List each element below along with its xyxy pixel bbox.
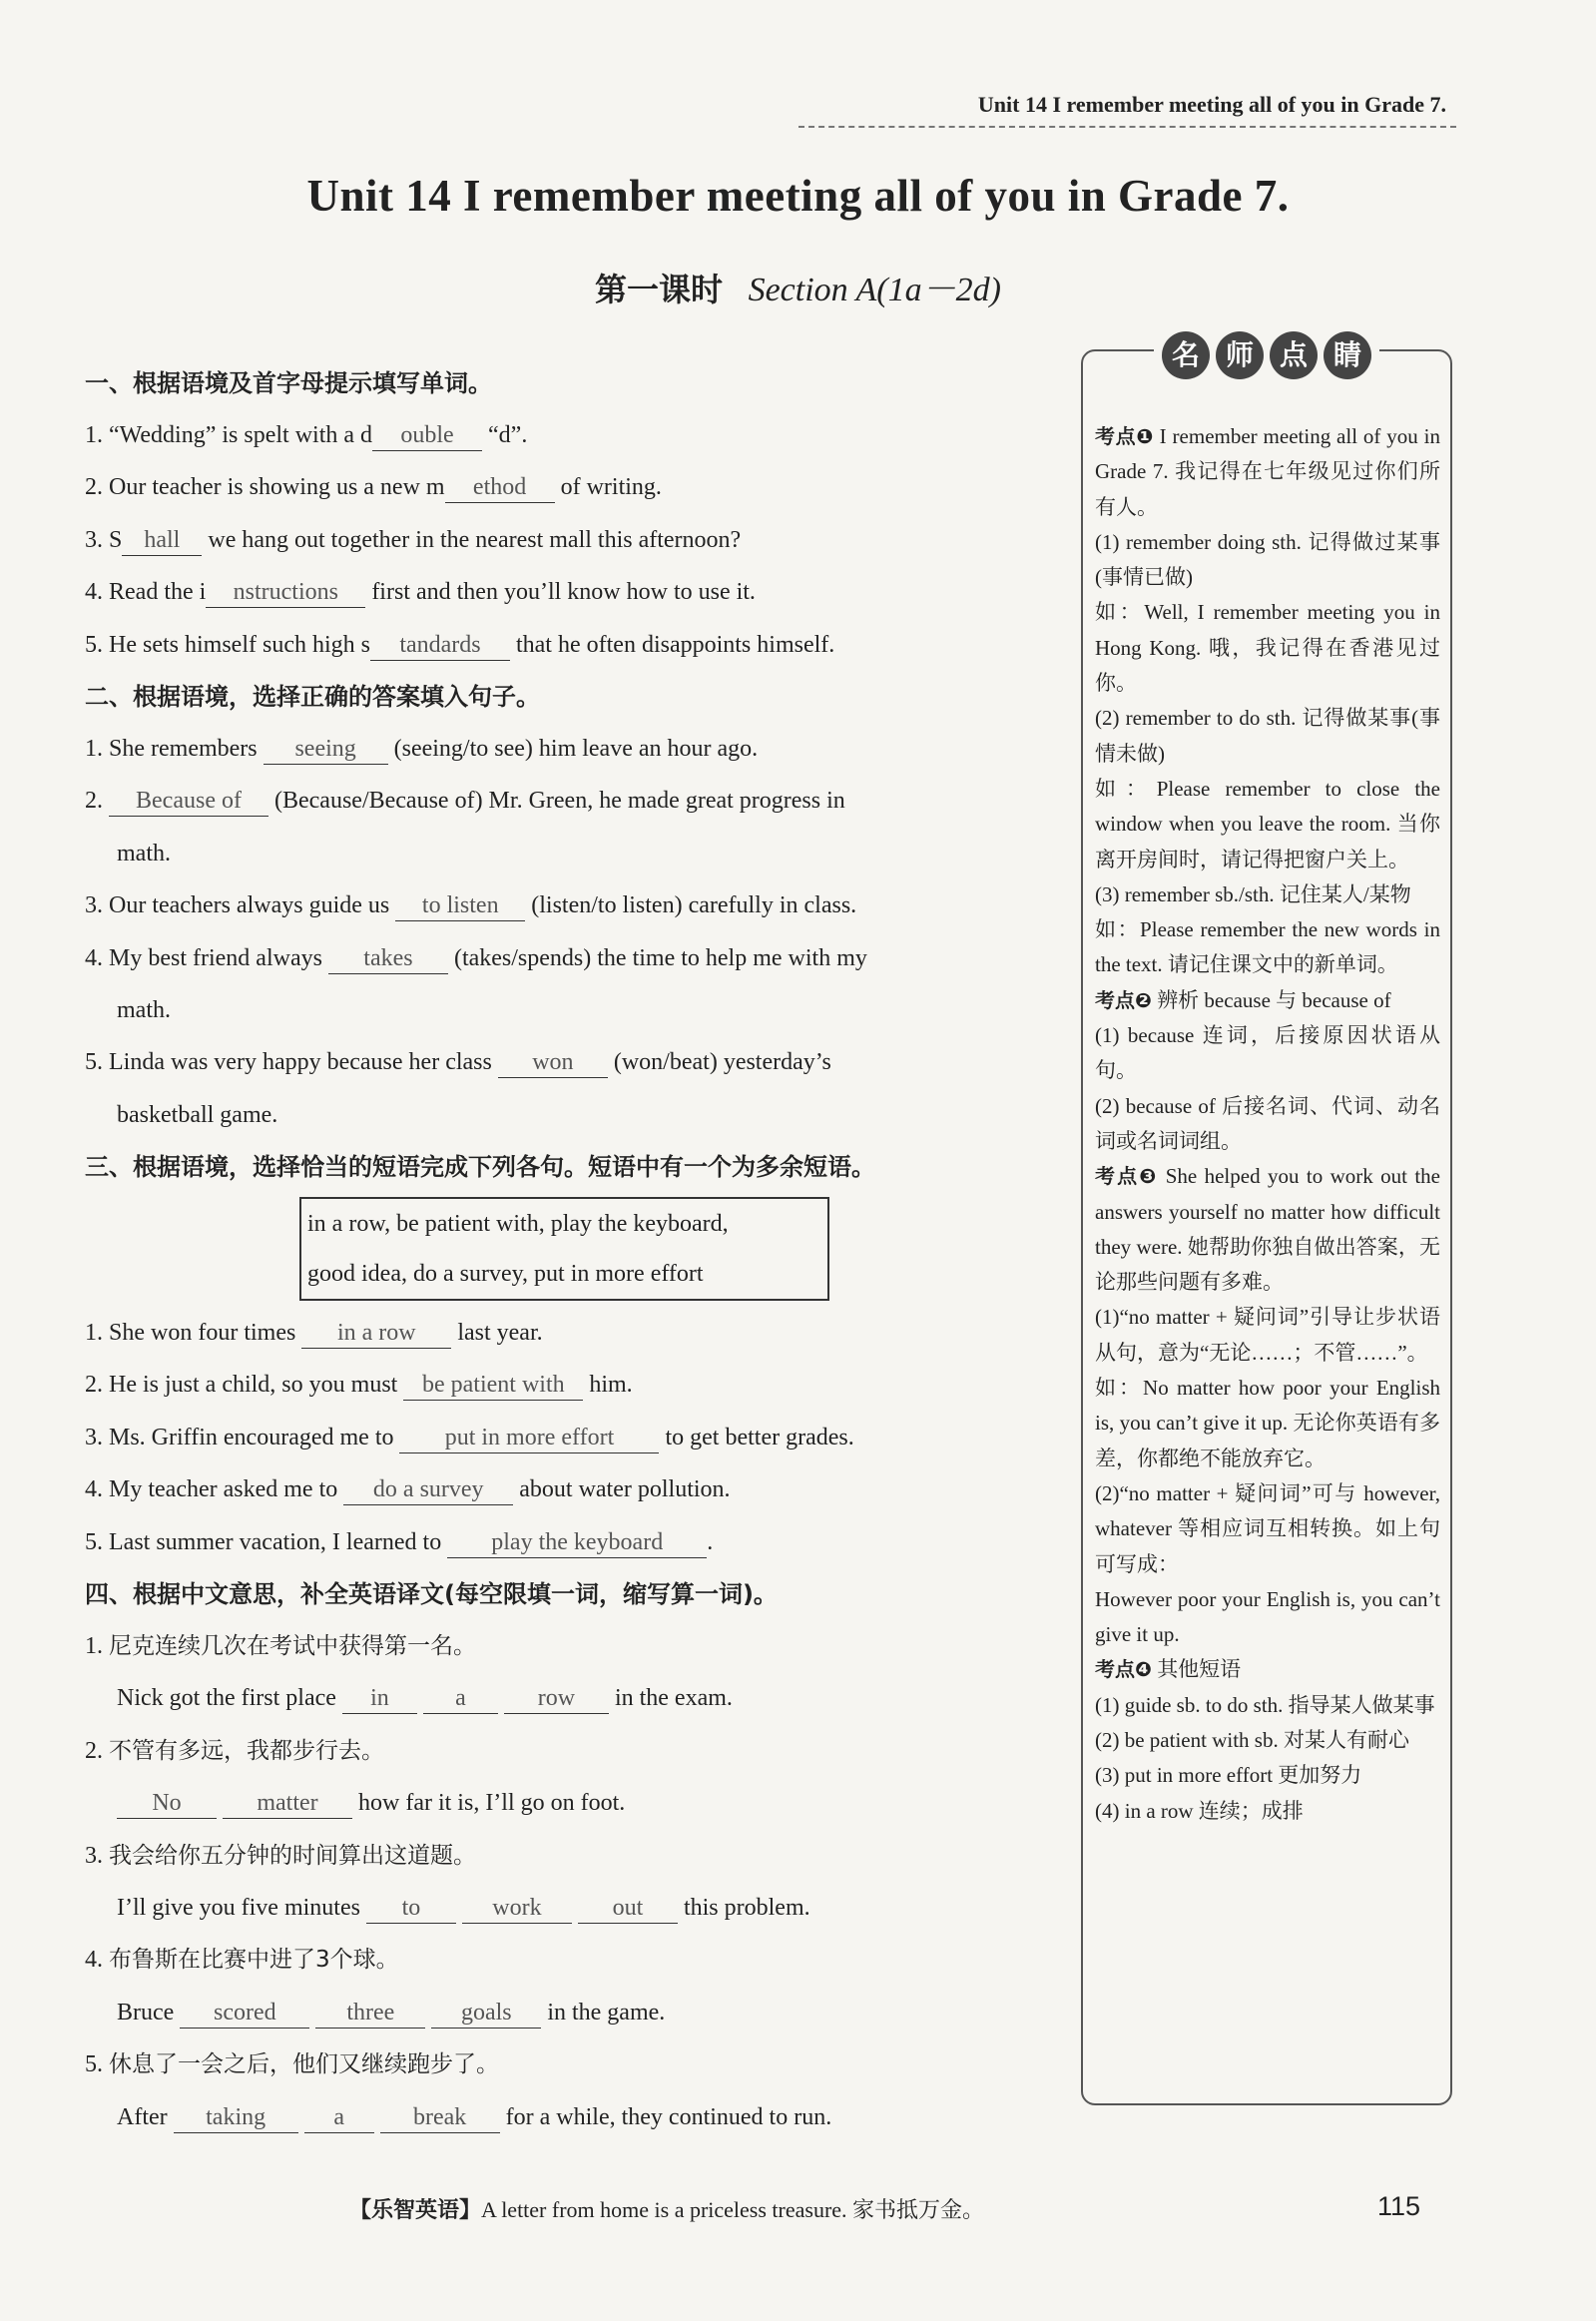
question-line bbox=[85, 1307, 1043, 1359]
question-text: I’ll give you five minutes bbox=[117, 1894, 366, 1921]
question-text: My best friend always bbox=[109, 944, 328, 971]
question-text: math. bbox=[117, 996, 171, 1023]
tip-paragraph bbox=[1095, 595, 1440, 701]
section-heading: 三、根据语境，选择恰当的短语完成下列各句。短语中有一个为多余短语。 bbox=[85, 1153, 875, 1182]
key-point-label: 考点❹ bbox=[1095, 1657, 1152, 1682]
question-line bbox=[85, 566, 1043, 618]
question-text: He is just a child, so you must bbox=[109, 1372, 404, 1399]
tip-text: (2) remember to do sth. 记得做某事(事情未做) bbox=[1095, 706, 1440, 766]
question-text: how far it is, I’ll go on foot. bbox=[352, 1790, 626, 1817]
question-text: 5. bbox=[85, 2051, 109, 2078]
tips-body bbox=[1095, 419, 1440, 1829]
question-text: 3. bbox=[85, 526, 109, 553]
question-text: (seeing/to see) him leave an hour ago. bbox=[387, 735, 759, 762]
question-line bbox=[85, 879, 1043, 931]
question-text: Ms. Griffin encouraged me to bbox=[109, 1424, 400, 1451]
answer-blank[interactable]: break bbox=[380, 2102, 500, 2133]
answer-blank[interactable]: work bbox=[462, 1893, 572, 1924]
lesson-label: 第一课时 bbox=[595, 271, 724, 308]
phrase-box bbox=[299, 1197, 829, 1301]
answer-blank[interactable]: be patient with bbox=[403, 1370, 583, 1401]
tip-text: (2)“no matter + 疑问词”可与 however, whatever 等相应词互相转换。如上句可写成： bbox=[1095, 1480, 1440, 1576]
question-text: 2. bbox=[85, 1737, 109, 1764]
question-text: 4. bbox=[85, 1476, 109, 1503]
question-text: 5. bbox=[85, 1528, 109, 1555]
answer-blank[interactable]: in a row bbox=[301, 1318, 451, 1349]
question-text: 2. bbox=[85, 788, 109, 815]
answer-blank[interactable]: out bbox=[578, 1893, 678, 1924]
question-text: 4. bbox=[85, 944, 109, 971]
question-text: him. bbox=[583, 1372, 633, 1399]
answer-blank[interactable]: Because of bbox=[109, 786, 268, 817]
question-text: He sets himself such high s bbox=[109, 631, 370, 658]
question-text: to get better grades. bbox=[659, 1424, 854, 1451]
question-text: 2. bbox=[85, 1372, 109, 1399]
answer-blank[interactable]: seeing bbox=[264, 734, 388, 765]
question-text: She remembers bbox=[109, 735, 264, 762]
question-text: about water pollution. bbox=[513, 1476, 731, 1503]
question-text: Linda was very happy because her class bbox=[109, 1049, 498, 1076]
tip-text: (3) remember sb./sth. 记住某人/某物 bbox=[1095, 881, 1411, 906]
question-text: we hang out together in the nearest mall this afternoon? bbox=[202, 526, 742, 553]
tip-text: (1) because 连词，后接原因状语从句。 bbox=[1095, 1023, 1440, 1083]
tip-paragraph bbox=[1095, 1300, 1440, 1371]
tip-text: 如：No matter how poor your English is, you can’t give it up. 无论你英语有多差，你都绝不能放弃它。 bbox=[1095, 1376, 1440, 1470]
question-text: 5. bbox=[85, 631, 109, 658]
tips-title-char: 睛 bbox=[1324, 331, 1371, 379]
question-line bbox=[85, 1516, 1043, 1568]
question-line bbox=[85, 409, 1043, 461]
question-text: 1. bbox=[85, 735, 109, 762]
key-point-label: 考点❸ bbox=[1095, 1164, 1159, 1189]
answer-blank[interactable]: No bbox=[117, 1788, 217, 1819]
question-text: in the game. bbox=[541, 1999, 666, 2026]
tip-paragraph bbox=[1095, 525, 1440, 596]
tip-text: 如：Well, I remember meeting you in Hong Kong. 哦，我记得在香港见过你。 bbox=[1095, 600, 1440, 696]
question-line bbox=[85, 1036, 1043, 1088]
key-point-label: 考点❶ bbox=[1095, 424, 1154, 448]
question-text: basketball game. bbox=[117, 1101, 278, 1128]
tip-paragraph bbox=[1095, 1758, 1440, 1793]
question-line bbox=[85, 461, 1043, 513]
question-text: of writing. bbox=[554, 474, 662, 501]
question-text: She won four times bbox=[109, 1320, 302, 1347]
key-point-label: 考点❷ bbox=[1095, 987, 1152, 1012]
tips-title-char: 名 bbox=[1162, 331, 1210, 379]
question-text: 5. bbox=[85, 1049, 109, 1076]
question-line bbox=[85, 775, 1043, 827]
section-heading: 一、根据语境及首字母提示填写单词。 bbox=[85, 369, 492, 397]
tip-text: 如：Please remember the new words in the text. 请记住课文中的新单词。 bbox=[1095, 917, 1440, 977]
tip-paragraph bbox=[1095, 877, 1440, 912]
tip-text: I remember meeting all of you in Grade 7. 我记得在七年级见过你们所有人。 bbox=[1095, 424, 1440, 519]
question-text: first and then you’ll know how to use it. bbox=[365, 579, 756, 606]
question-text: math. bbox=[117, 840, 171, 867]
question-text: 2. bbox=[85, 474, 109, 501]
question-text: Our teachers always guide us bbox=[109, 892, 396, 919]
answer-blank[interactable]: matter bbox=[223, 1788, 352, 1819]
question-text: 4. bbox=[85, 579, 109, 606]
question-text: 1. bbox=[85, 1633, 109, 1660]
tip-text: (2) because of 后接名词、代词、动名词或名词词组。 bbox=[1095, 1093, 1440, 1153]
question-text: 1. bbox=[85, 1320, 109, 1347]
question-line bbox=[85, 1777, 1043, 1829]
tip-text: However poor your English is, you can’t give it up. bbox=[1095, 1586, 1440, 1647]
answer-blank[interactable]: a bbox=[304, 2102, 374, 2133]
tip-text: (1) guide sb. to do sth. 指导某人做某事 bbox=[1095, 1692, 1435, 1717]
exercise-area bbox=[85, 357, 1043, 2143]
question-line bbox=[85, 1359, 1043, 1411]
question-text: 1. bbox=[85, 422, 109, 448]
tip-paragraph bbox=[1095, 1476, 1440, 1582]
tips-title bbox=[1154, 331, 1379, 379]
section-heading: 四、根据中文意思，补全英语译文(每空限填一词，缩写算一词)。 bbox=[85, 1580, 778, 1609]
page-number: 115 bbox=[1377, 2191, 1421, 2221]
answer-blank[interactable]: a bbox=[423, 1683, 498, 1714]
answer-blank[interactable]: won bbox=[498, 1047, 608, 1078]
section-label: Section A(1a－2d) bbox=[748, 272, 1001, 308]
question-text: 3. bbox=[85, 1424, 109, 1451]
question-line bbox=[85, 1089, 1043, 1141]
answer-blank[interactable]: row bbox=[504, 1683, 609, 1714]
question-text: (listen/to listen) carefully in class. bbox=[525, 892, 857, 919]
tip-text: (3) put in more effort 更加努力 bbox=[1095, 1763, 1362, 1788]
tip-paragraph bbox=[1095, 912, 1440, 983]
question-text: “Wedding” is spelt with a d bbox=[109, 422, 373, 448]
tip-text: 辨析 because 与 because of bbox=[1151, 987, 1391, 1012]
running-head: Unit 14 I remember meeting all of you in Grade 7. bbox=[977, 92, 1446, 117]
question-line bbox=[85, 723, 1043, 775]
tip-paragraph bbox=[1095, 1688, 1440, 1723]
question-text: Last summer vacation, I learned to bbox=[109, 1528, 448, 1555]
question-text: S bbox=[109, 526, 123, 553]
chinese-prompt: 不管有多远，我都步行去。 bbox=[109, 1737, 384, 1764]
answer-blank[interactable]: nstructions bbox=[206, 577, 365, 608]
question-text: 4. bbox=[85, 1947, 109, 1974]
tips-title-char: 师 bbox=[1216, 331, 1264, 379]
tip-paragraph bbox=[1095, 1582, 1440, 1653]
question-line bbox=[85, 2091, 1043, 2143]
tip-paragraph bbox=[1095, 1371, 1440, 1476]
page-footer bbox=[349, 2193, 984, 2224]
answer-blank[interactable]: ouble bbox=[372, 420, 482, 451]
tip-text: 如：Please remember to close the window when you leave the room. 当你离开房间时，请记得把窗户关上。 bbox=[1095, 776, 1440, 871]
footer-brand: 【乐智英语】 bbox=[349, 2198, 482, 2223]
tip-text: 其他短语 bbox=[1151, 1657, 1242, 1682]
answer-blank[interactable]: scored bbox=[180, 1998, 309, 2029]
question-text: this problem. bbox=[677, 1894, 810, 1921]
header-divider bbox=[798, 126, 1456, 128]
answer-blank[interactable]: ethod bbox=[445, 472, 555, 503]
question-line bbox=[85, 932, 1043, 984]
question-text: My teacher asked me to bbox=[109, 1476, 344, 1503]
answer-blank[interactable]: do a survey bbox=[343, 1474, 513, 1505]
tips-title-char: 点 bbox=[1270, 331, 1318, 379]
footer-motto: A letter from home is a priceless treasure. 家书抵万金。 bbox=[481, 2197, 985, 2222]
tip-paragraph bbox=[1095, 1089, 1440, 1160]
question-line bbox=[85, 984, 1043, 1036]
tip-paragraph bbox=[1095, 1159, 1440, 1300]
question-text: Read the i bbox=[109, 579, 207, 606]
chinese-prompt: 布鲁斯在比赛中进了3个球。 bbox=[109, 1947, 399, 1974]
answer-blank[interactable]: to listen bbox=[395, 890, 525, 921]
answer-blank[interactable]: taking bbox=[174, 2102, 298, 2133]
question-text: Bruce bbox=[117, 1999, 181, 2026]
question-line bbox=[85, 1882, 1043, 1934]
tip-paragraph bbox=[1095, 1794, 1440, 1829]
chinese-prompt: 尼克连续几次在考试中获得第一名。 bbox=[109, 1633, 476, 1660]
tip-text: (1)“no matter + 疑问词”引导让步状语从句，意为“无论……；不管……”。 bbox=[1095, 1305, 1440, 1365]
tip-paragraph bbox=[1095, 1018, 1440, 1089]
tip-paragraph bbox=[1095, 1723, 1440, 1758]
question-text: After bbox=[117, 2103, 174, 2130]
question-line bbox=[85, 619, 1043, 671]
answer-blank[interactable]: to bbox=[366, 1893, 456, 1924]
answer-blank[interactable]: hall bbox=[122, 525, 202, 556]
question-text: Our teacher is showing us a new m bbox=[109, 474, 445, 501]
question-line bbox=[85, 1830, 1043, 1882]
tip-paragraph bbox=[1095, 772, 1440, 877]
tip-text: She helped you to work out the answers yourself no matter how difficult they were. 她帮助你独自做出答案，无论那些问题有多难。 bbox=[1095, 1164, 1440, 1295]
question-line bbox=[85, 1620, 1043, 1672]
tip-text: (4) in a row 连续；成排 bbox=[1095, 1798, 1304, 1823]
phrase-box-line: good idea, do a survey, put in more effort bbox=[307, 1261, 704, 1288]
question-text: “d”. bbox=[482, 422, 528, 448]
question-text: . bbox=[707, 1528, 714, 1555]
answer-blank[interactable]: tandards bbox=[370, 630, 510, 661]
question-text: (won/beat) yesterday’s bbox=[607, 1049, 831, 1076]
tip-paragraph bbox=[1095, 983, 1440, 1018]
question-line bbox=[85, 1672, 1043, 1724]
chinese-prompt: 我会给你五分钟的时间算出这道题。 bbox=[109, 1842, 476, 1869]
chinese-prompt: 休息了一会之后，他们又继续跑步了。 bbox=[109, 2051, 499, 2078]
answer-blank[interactable]: goals bbox=[431, 1998, 541, 2029]
question-line bbox=[85, 514, 1043, 566]
question-text: Nick got the first place bbox=[117, 1685, 342, 1712]
question-line bbox=[85, 2038, 1043, 2090]
question-line bbox=[85, 1463, 1043, 1515]
answer-blank[interactable]: three bbox=[315, 1998, 425, 2029]
section-heading: 二、根据语境，选择正确的答案填入句子。 bbox=[85, 682, 540, 711]
tip-text: (1) remember doing sth. 记得做过某事(事情已做) bbox=[1095, 529, 1440, 590]
answer-blank[interactable]: put in more effort bbox=[399, 1423, 659, 1453]
teacher-tips-panel bbox=[1081, 338, 1452, 2105]
question-line bbox=[85, 828, 1043, 879]
lesson-subtitle bbox=[0, 262, 1596, 310]
phrase-box-line: in a row, be patient with, play the keyboard, bbox=[307, 1211, 729, 1238]
answer-blank[interactable]: takes bbox=[328, 943, 448, 974]
question-text: 3. bbox=[85, 1842, 109, 1869]
question-text: (takes/spends) the time to help me with my bbox=[447, 944, 867, 971]
question-line bbox=[85, 1412, 1043, 1463]
question-text: 3. bbox=[85, 892, 109, 919]
question-text: in the exam. bbox=[608, 1685, 733, 1712]
answer-blank[interactable]: play the keyboard bbox=[447, 1527, 707, 1558]
question-text: (Because/Because of) Mr. Green, he made great progress in bbox=[268, 788, 845, 815]
question-line bbox=[85, 1934, 1043, 1986]
tip-paragraph bbox=[1095, 1652, 1440, 1687]
tip-paragraph bbox=[1095, 701, 1440, 772]
tip-text: (2) be patient with sb. 对某人有耐心 bbox=[1095, 1727, 1409, 1752]
question-line bbox=[85, 1987, 1043, 2038]
page-title: Unit 14 I remember meeting all of you in Grade 7. bbox=[306, 171, 1290, 221]
question-text: last year. bbox=[451, 1320, 543, 1347]
question-text: for a while, they continued to run. bbox=[499, 2103, 832, 2130]
tip-paragraph bbox=[1095, 419, 1440, 525]
answer-blank[interactable]: in bbox=[342, 1683, 417, 1714]
question-line bbox=[85, 1725, 1043, 1777]
question-text: that he often disappoints himself. bbox=[509, 631, 835, 658]
